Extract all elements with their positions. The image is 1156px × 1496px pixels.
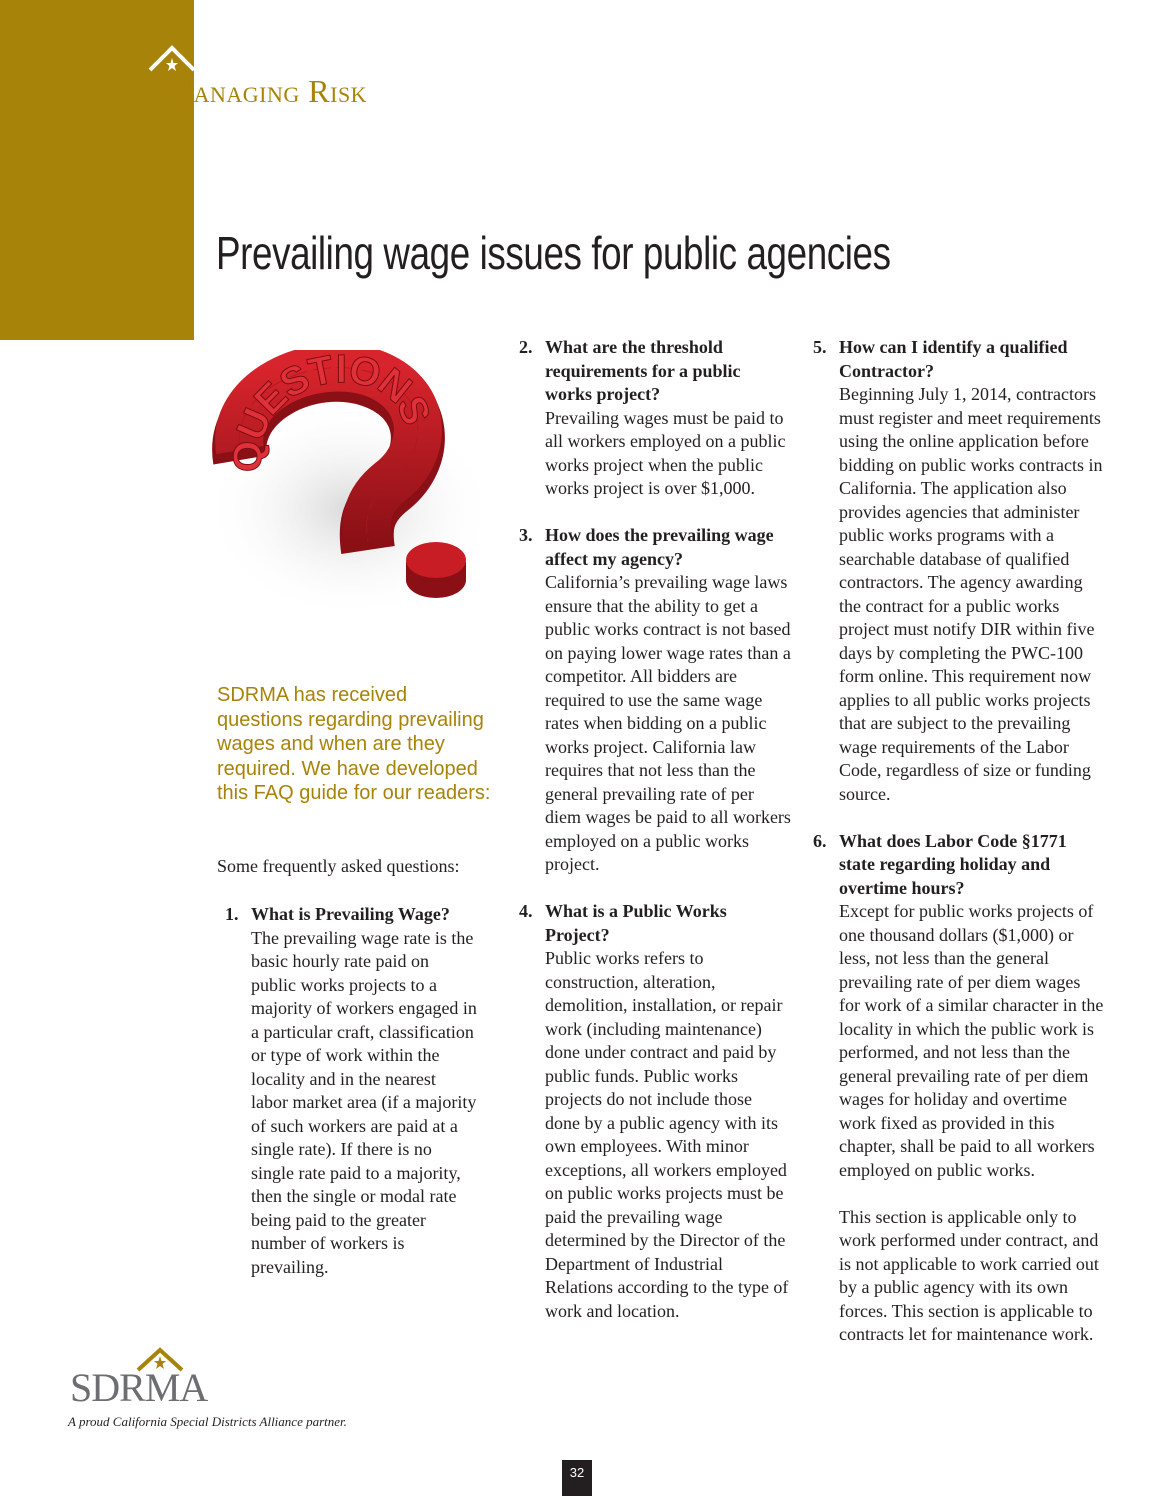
faq-number: 5.: [813, 337, 827, 357]
faq-answer: Beginning July 1, 2014, contractors must register and meet requirements using the online application before bidding on public works contracts in California. The application also provides agencies that administer public works programs with a searchable database of qualified contractors. The agency awarding the contract for a public works project must notify DIR within five days by completing the PWC-100 form online. This requirement now applies to all public works projects that are subject to the prevailing wage requirements of the Labor Code, regardless of size or funding source.: [839, 384, 1103, 804]
faq-question: What are the threshold requirements for a public works project?: [545, 337, 741, 404]
faq-item-1: [225, 903, 477, 1279]
faq-number: 2.: [519, 337, 533, 357]
faq-column-2: [519, 336, 791, 1323]
faq-item-6: [813, 830, 1105, 1347]
questions-question-mark-graphic: [200, 350, 500, 630]
faq-column-3: [813, 336, 1105, 1347]
article-headline: Prevailing wage issues for public agencies: [216, 227, 891, 279]
faq-question: How does the prevailing wage affect my agency?: [545, 525, 774, 569]
intro-text: SDRMA has received questions regarding prevailing wages and when are they required. We have developed this FAQ guide for our readers:: [217, 684, 491, 804]
faq-question: What does Labor Code §1771 state regarding holiday and overtime hours?: [839, 830, 1067, 898]
faq-answer: Prevailing wages must be paid to all workers employed on a public works project when the public works project is over $1,000.: [545, 407, 786, 498]
faq-question: How can I identify a qualified Contractor?: [839, 337, 1068, 381]
questions-word: QUESTIONS: [226, 350, 440, 473]
faq-item-2: [519, 336, 791, 501]
faq-item-4: [519, 900, 791, 1323]
footer-tagline: A proud California Special Districts Alliance partner.: [68, 1414, 347, 1429]
faq-number: 6.: [813, 830, 827, 851]
sdrma-logo-text: SDRMA: [70, 1365, 208, 1410]
faq-number: 3.: [519, 525, 533, 545]
faq-number: 1.: [225, 904, 239, 924]
page-number: 32: [562, 1460, 592, 1496]
lead-text: Some frequently asked questions:: [217, 856, 460, 876]
faq-item-3: [519, 524, 791, 877]
faq-column-1: [225, 903, 477, 1279]
faq-answer: The prevailing wage rate is the basic hourly rate paid on public works projects to a majority of workers engaged in a particular craft, classification or type of work within the locality and in the nearest labor market area (if a majority of such workers are paid at a single rate). If there is no single rate paid to a majority, then the single or modal rate being paid to the greater number of workers is prevailing.: [251, 927, 477, 1277]
faq-question: What is a Public Works Project?: [545, 901, 727, 945]
faq-answer: California’s prevailing wage laws ensure that the ability to get a public works contract is not based on paying lower wage rates than a competitor. All bidders are required to use the same wage rates when bidding on a public works project. California law requires that not less than the general prevailing rate of per diem wages be paid to all workers employed on a public works project.: [545, 572, 791, 874]
faq-answer-continued: This section is applicable only to work performed under contract, and is not applicable to work carried out by a public agency with its own forces. This section is applicable to contracts let for maintenance work.: [839, 1206, 1099, 1344]
faq-answer: Public works refers to construction, alteration, demolition, installation, or repair work (including maintenance) done under contract and paid by public funds. Public works projects do not include those done by a public agency with its own employees. With minor exceptions, all workers employed on public works projects must be paid the prevailing wage determined by the Director of the Department of Industrial Relations according to the type of work and location.: [545, 948, 789, 1321]
faq-question: What is Prevailing Wage?: [251, 904, 450, 924]
faq-answer: Except for public works projects of one thousand dollars ($1,000) or less, not less than the general prevailing rate of per diem wages for work of a similar character in the locality in which the public work is performed, and not less than the general prevailing rate of per diem wages for holiday and overtime work fixed as provided in this chapter, shall be paid to all workers employed on public works.: [839, 901, 1104, 1180]
section-title: Managing Risk: [154, 63, 368, 112]
faq-number: 4.: [519, 901, 533, 921]
faq-item-5: [813, 336, 1105, 806]
